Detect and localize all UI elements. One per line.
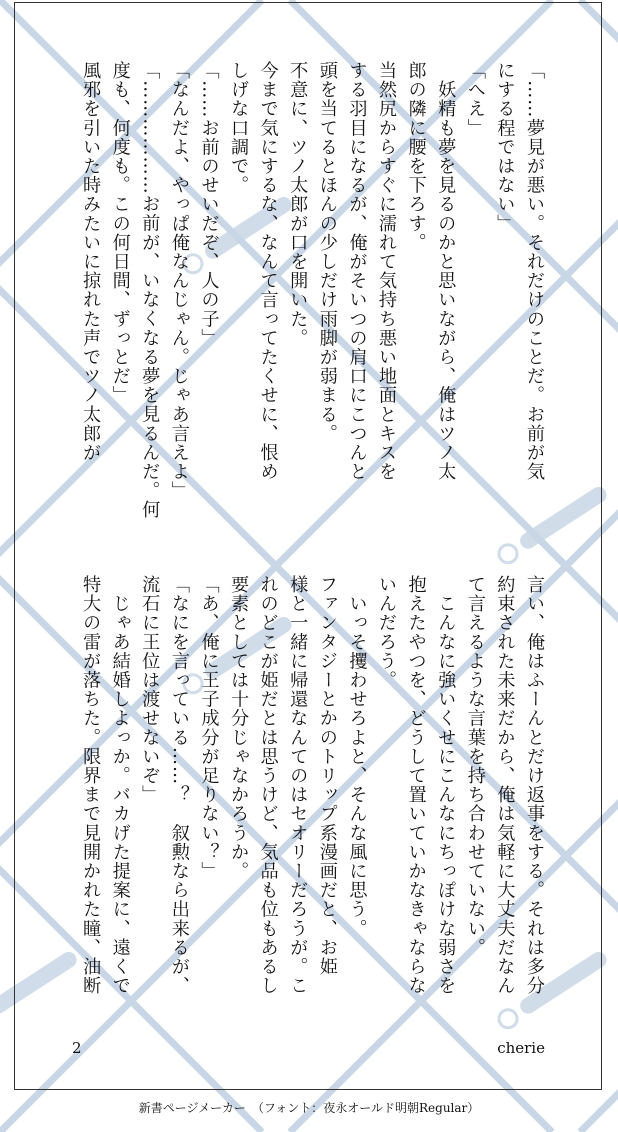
upper-text-block: 「……夢見が悪い。それだけのことだ。お前が気 にする程ではない」 「へえ」 妖精も夢を見るのかと思いながら、俺はツノ太 郎の隣に腰を下ろす。 当然尻からすぐに濡れて気持ち悪い地面とキスを する羽目になるが、俺がそいつの肩口にこつんと 頭を当てるとほんの少しだけ雨脚が弱まる。 不意に、ツノ太郎が口を開いた。 今まで気にするな、なんて言ってたくせに、恨め しげな口調で。 「……お前のせいだぞ、人の子」 「なんだよ、やっぱ俺なんじゃん。じゃあ言えよ」 「………………お前が、いなくなる夢を見るんだ。何 度も、何度も。この何日間、ずっとだ」 風邪を引いた時みたいに掠れた声でツノ太郎が <box>80 61 545 520</box>
generator-caption: 新書ページメーカー （フォント：夜永オールド明朝Regular） <box>138 1101 480 1115</box>
book-title: cherie <box>497 1039 545 1057</box>
book-page <box>14 2 602 1090</box>
page-number: 2 <box>72 1039 82 1057</box>
lower-text-block: 言い、俺はふーんとだけ返事をする。それは多分 約束された未来だから、俺は気軽に大丈夫だなん て言えるような言葉を持ち合わせていない。 こんなに強いくせにこんなにちっぽけな弱さを 抱えたやつを、どうして置いていかなきゃならな いんだろう。 いっそ攫わせろよと、そんな風に思う。 ファンタジーとかのトリップ系漫画だと、お姫 様と一緒に帰還なんてのはセオリーだろうが。こ れのどこが姫だとは思うけど、気品も位もあるし 要素としては十分じゃなかろうか。 「あ、俺に王子成分が足りない？」 「なにを言っている……？ 叙勲なら出来るが、 流石に王位は渡せないぞ」 じゃあ結婚しよっか。バカげた提案に、遠くで 特大の雷が落ちた。限界まで見開かれた瞳、油断 <box>80 575 545 996</box>
